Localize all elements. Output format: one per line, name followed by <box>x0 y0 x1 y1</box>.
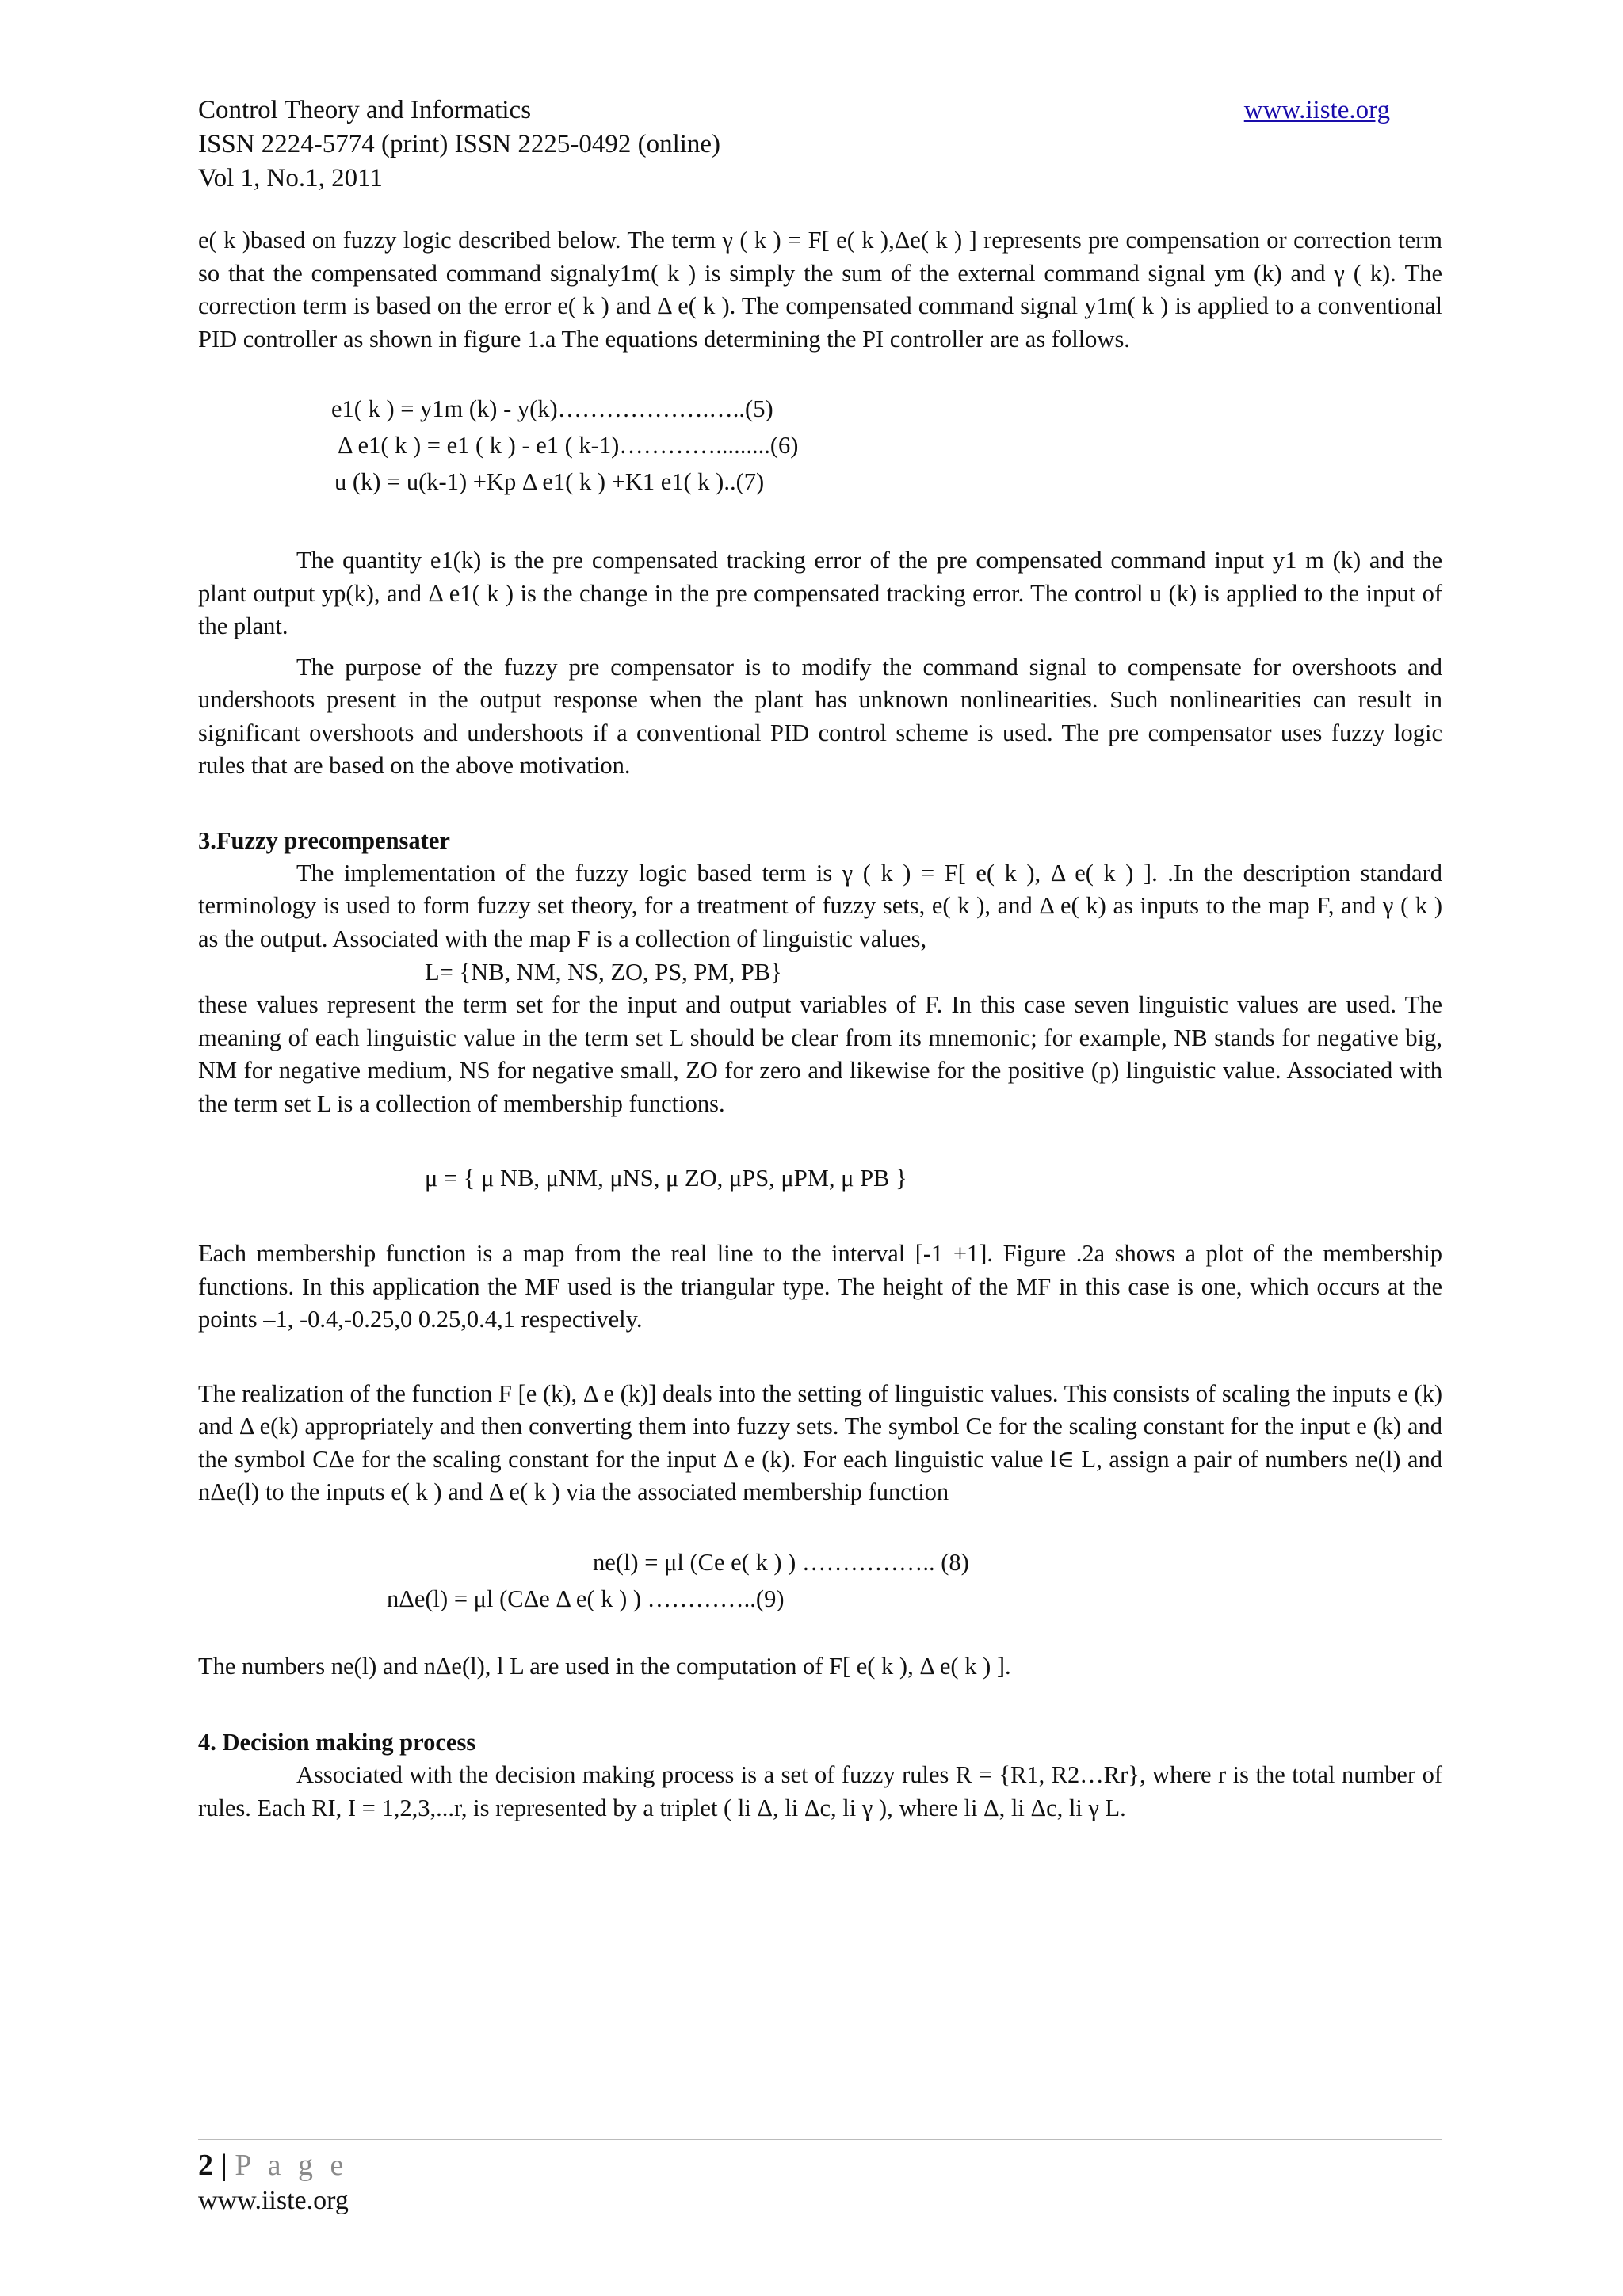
section-heading-4: 4. Decision making process <box>198 1729 476 1756</box>
equation-7: u (k) = u(k-1) +Kp Δ e1( k ) +K1 e1( k )..(7) <box>334 468 765 495</box>
page-footer <box>198 2139 1442 2218</box>
equation-8: ne(l) = μl (Ce e( k ) ) …………….. (8) <box>593 1548 969 1576</box>
equation-block-5-7 <box>198 391 1442 500</box>
paragraph-numbers: The numbers ne(l) and nΔe(l), l L are used in the computation of F[ e( k ), Δ e( k ) ]. <box>198 1652 1011 1680</box>
page-separator: | <box>220 2149 227 2182</box>
issn-line: ISSN 2224-5774 (print) ISSN 2225-0492 (online) <box>198 130 721 158</box>
page-number: 2 <box>198 2149 213 2182</box>
page-word: P a g e <box>235 2149 349 2182</box>
paragraph-tracking-error: The quantity e1(k) is the pre compensated tracking error of the pre compensated command input y1 m (k) and the plant output yp(k), and Δ e1( k ) is the change in the pre compensated tracking error. The control u (k) is applied to the input of the plant. <box>198 547 1442 639</box>
equation-9: nΔe(l) = μl (CΔe Δ e( k ) ) …………..(9) <box>387 1585 785 1612</box>
membership-set-mu: μ = { μ NB, μNM, μNS, μ ZO, μPS, μPM, μ PB } <box>425 1165 907 1192</box>
linguistic-set-L: L= {NB, NM, NS, ZO, PS, PM, PB} <box>425 959 782 986</box>
paragraph-purpose: The purpose of the fuzzy pre compensator is to modify the command signal to compensate for overshoots and undershoots present in the output response when the plant has unknown nonlinearities. Such nonlinearities can result in significant overshoots and undershoots if a conventional PID control scheme is used. The pre compensator uses fuzzy logic rules that are based on the above motivation. <box>198 653 1442 779</box>
paragraph-implementation: The implementation of the fuzzy logic based term is γ ( k ) = F[ e( k ), Δ e( k ) ]. .In the description standard terminology is used to form fuzzy set theory, for a treatment of fuzzy sets, e( k ), and Δ e( k) as inputs to the map F, and γ ( k ) as the output. Associated with the map F is a collection of linguistic values, <box>198 859 1442 952</box>
page-number-line <box>198 2146 1442 2184</box>
volume-line: Vol 1, No.1, 2011 <box>198 164 383 193</box>
page-body <box>198 93 1442 1825</box>
equation-5: e1( k ) = y1m (k) - y(k)……………….…..(5) <box>331 395 773 422</box>
journal-url-link[interactable]: www.iiste.org <box>1243 96 1390 124</box>
equation-6: Δ e1( k ) = e1 ( k ) - e1 ( k-1)………….........(6) <box>338 432 799 459</box>
equation-block-8-9 <box>198 1544 1442 1617</box>
footer-site: www.iiste.org <box>198 2186 349 2215</box>
paragraph-realization: The realization of the function F [e (k), Δ e (k)] deals into the setting of linguistic values. This consists of scaling the inputs e (k) and Δ e(k) appropriately and then converting them into fuzzy sets. The symbol Ce for the scaling constant for the input e (k) and the symbol CΔe for the scaling constant for the input Δ e (k). For each linguistic value l∈ L, assign a pair of numbers ne(l) and nΔe(l) to the inputs e( k ) and Δ e( k ) via the associated membership function <box>198 1379 1442 1505</box>
journal-title: Control Theory and Informatics <box>198 96 532 124</box>
running-header <box>198 93 1442 196</box>
paragraph-membership: Each membership function is a map from the real line to the interval [-1 +1]. Figure .2a shows a plot of the membership functions. In this application the MF used is the triangular type. The height of the MF in this case is one, which occurs at the points –1, -0.4,-0.25,0 0.25,0.4,1 respectively. <box>198 1240 1442 1333</box>
paragraph-term-set: these values represent the term set for the input and output variables of F. In this case seven linguistic values are used. The meaning of each linguistic value in the term set L should be clear from its mnemonic; for example, NB stands for negative big, NM for negative medium, NS for negative small, ZO for zero and likewise for the positive (p) linguistic value. Associated with the term set L is a collection of membership functions. <box>198 991 1442 1117</box>
paragraph-intro: e( k )based on fuzzy logic described below. The term γ ( k ) = F[ e( k ),Δe( k ) ] represents pre compensation or correction term so that the compensated command signaly1m( k ) is simply the sum of the external command signal ym (k) and γ ( k). The correction term is based on the error e( k ) and Δ e( k ). The compensated command signal y1m( k ) is applied to a conventional PID controller as shown in figure 1.a The equations determining the PI controller are as follows. <box>198 227 1442 353</box>
section-heading-3: 3.Fuzzy precompensater <box>198 826 450 854</box>
paragraph-decision: Associated with the decision making process is a set of fuzzy rules R = {R1, R2…Rr}, where r is the total number of rules. Each RI, I = 1,2,3,...r, is represented by a triplet ( li Δ, li Δc, li γ ), where li Δ, li Δc, li γ L. <box>198 1761 1442 1821</box>
